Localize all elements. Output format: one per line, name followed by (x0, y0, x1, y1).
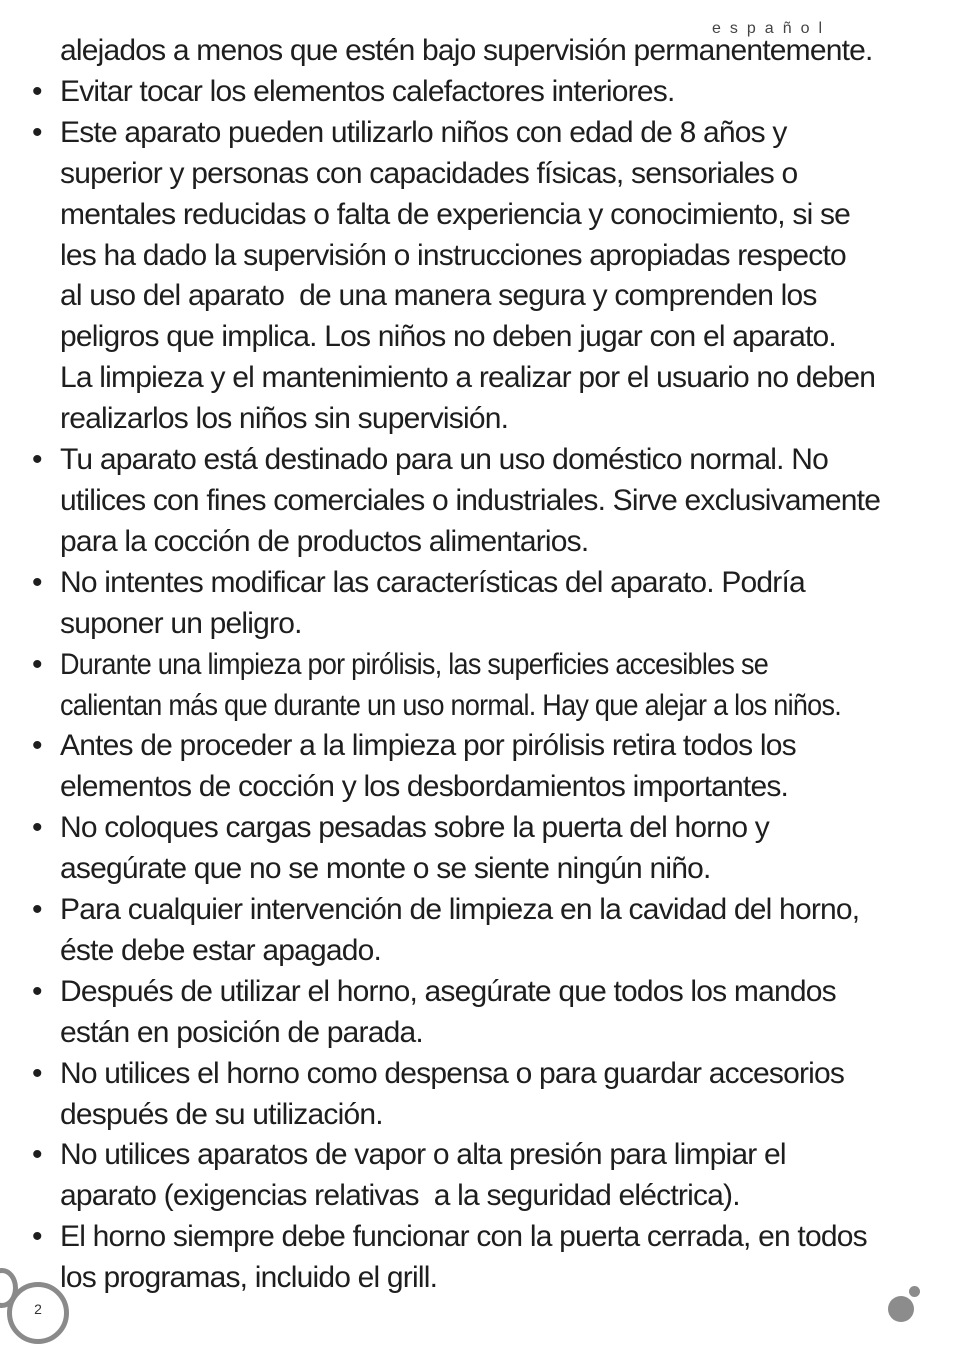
bullet-icon: • (32, 647, 42, 681)
bullet-text (60, 808, 932, 890)
bullet-text (60, 440, 932, 563)
bullet-icon: • (32, 115, 42, 149)
list-item (32, 890, 932, 972)
text-line: El horno siempre debe funcionar con la puerta cerrada, en todos (60, 1220, 867, 1254)
text-line: realizarlos los niños sin supervisión. (60, 402, 509, 436)
continuation-text: alejados a menos que estén bajo supervisión permanentemente. (60, 34, 873, 67)
text-line: los programas, incluido el grill. (60, 1261, 438, 1295)
list-item (32, 113, 932, 440)
bullet-icon: • (32, 811, 42, 845)
text-line: Durante una limpieza por pirólisis, las superficies accesibles se (60, 647, 769, 681)
bullet-icon: • (32, 1056, 42, 1090)
text-line: después de su utilización. (60, 1097, 383, 1131)
text-line: No coloques cargas pesadas sobre la puerta del horno y (60, 811, 769, 845)
text-line: Tu aparato está destinado para un uso doméstico normal. No (60, 443, 828, 477)
text-line: les ha dado la supervisión o instrucciones apropiadas respecto (60, 238, 846, 272)
list-item (32, 1217, 932, 1299)
text-line: suponer un peligro. (60, 606, 302, 640)
list-item (32, 808, 932, 890)
text-line: al uso del aparato de una manera segura y comprenden los (60, 279, 817, 313)
decorative-dot-small-icon (909, 1286, 920, 1297)
language-header: español (712, 20, 832, 37)
text-line: asegúrate que no se monte o se siente ningún niño. (60, 852, 711, 886)
bullet-text (60, 113, 932, 440)
text-line: Para cualquier intervención de limpieza en la cavidad del horno, (60, 893, 860, 927)
text-line: éste debe estar apagado. (60, 933, 382, 967)
bullet-icon: • (32, 729, 42, 763)
text-line: mentales reducidas o falta de experiencia y conocimiento, si se (60, 197, 851, 231)
text-line: para la cocción de productos alimentarios. (60, 524, 589, 558)
bullet-icon: • (32, 74, 42, 108)
bullet-text (60, 72, 932, 113)
bullet-icon: • (32, 1220, 42, 1254)
text-line: peligros que implica. Los niños no deben jugar con el aparato. (60, 320, 836, 354)
bullet-text (60, 1054, 932, 1136)
text-line: utilices con fines comerciales o industriales. Sirve exclusivamente (60, 483, 881, 517)
text-line: calientan más que durante un uso normal. Hay que alejar a los niños. (60, 688, 842, 722)
bullet-text (60, 1217, 932, 1299)
list-item (32, 645, 932, 727)
text-line: están en posición de parada. (60, 1015, 423, 1049)
text-line: Después de utilizar el horno, asegúrate que todos los mandos (60, 974, 836, 1008)
bullet-text (60, 972, 932, 1054)
safety-instructions (32, 31, 932, 1299)
list-item (32, 972, 932, 1054)
bullet-text (60, 890, 932, 972)
text-line: No utilices el horno como despensa o para guardar accesorios (60, 1056, 845, 1090)
text-line: La limpieza y el mantenimiento a realizar por el usuario no deben (60, 361, 876, 395)
bullet-icon: • (32, 565, 42, 599)
text-line: Este aparato pueden utilizarlo niños con edad de 8 años y (60, 115, 787, 149)
bullet-icon: • (32, 1138, 42, 1172)
list-item (32, 726, 932, 808)
text-line: superior y personas con capacidades físicas, sensoriales o (60, 156, 798, 190)
bullet-text (60, 726, 932, 808)
list-item (32, 563, 932, 645)
text-line: No utilices aparatos de vapor o alta presión para limpiar el (60, 1138, 786, 1172)
bullet-text (60, 1135, 932, 1217)
list-item (32, 1135, 932, 1217)
bullet-icon: • (32, 443, 42, 477)
list-item (32, 440, 932, 563)
text-line: Antes de proceder a la limpieza por pirólisis retira todos los (60, 729, 796, 763)
text-line: No intentes modificar las características del aparato. Podría (60, 565, 805, 599)
text-line: Evitar tocar los elementos calefactores interiores. (60, 74, 675, 108)
bullet-icon: • (32, 974, 42, 1008)
text-line: elementos de cocción y los desbordamientos importantes. (60, 770, 789, 804)
text-line: aparato (exigencias relativas a la seguridad eléctrica). (60, 1179, 740, 1213)
bullet-icon: • (32, 893, 42, 927)
bullet-text (60, 563, 932, 645)
page-number: 2 (34, 1301, 42, 1317)
list-item (32, 1054, 932, 1136)
bullet-text (60, 645, 932, 727)
list-item (32, 72, 932, 113)
decorative-dot-large-icon (888, 1296, 914, 1322)
